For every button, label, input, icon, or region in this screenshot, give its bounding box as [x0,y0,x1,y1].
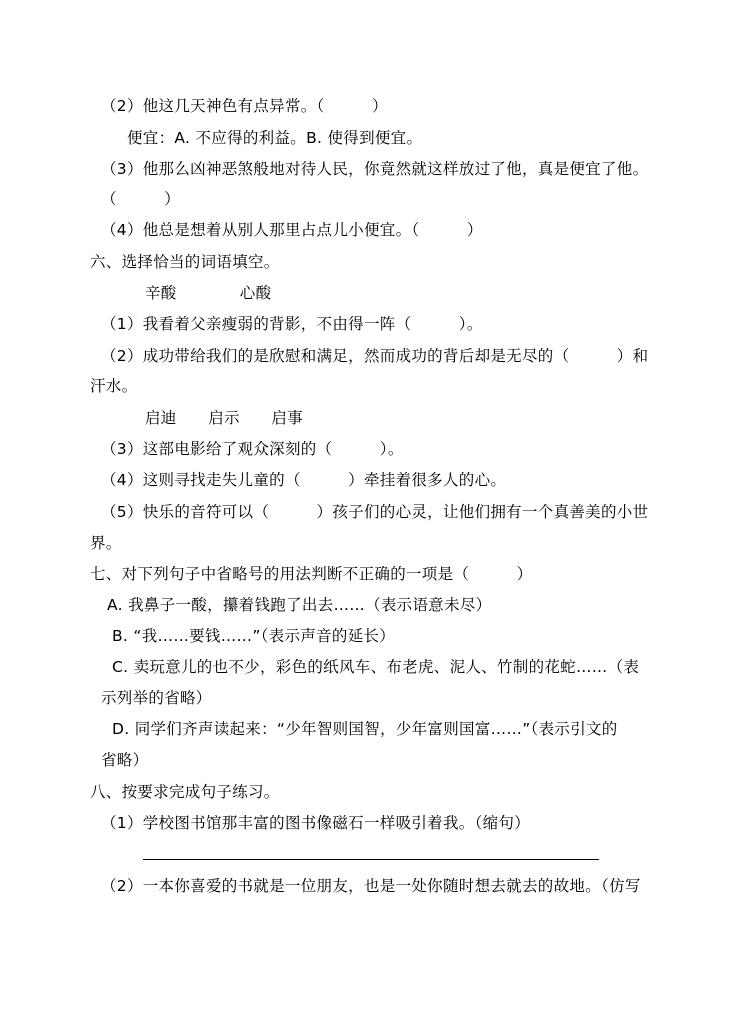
option-b: B. “我……要钱……”（表示声音的延长） [112,627,396,645]
section-8-heading: 八、按要求完成句子练习。 [90,783,280,801]
sentence-question-2: （2）一本你喜爱的书就是一位朋友，也是一处你随时想去就去的故地。（仿写 [101,877,641,895]
fill-question-5: （5）快乐的音符可以（ ）孩子们的心灵，让他们拥有一个真善美的小世 [101,503,649,521]
fill-question-2: （2）成功带给我们的是欣慰和满足，然而成功的背后却是无尽的（ ）和 [101,347,649,365]
pianyi-definitions-line: 便宜：A. 不应得的利益。B. 使得到便宜。 [127,129,423,147]
word-choices-2: 启迪 启示 启事 [145,409,304,427]
question-4-line: （4）他总是想着从别人那里占点儿小便宜。（ ） [101,221,483,239]
fill-question-3: （3）这部电影给了观众深刻的（ ）。 [101,440,404,458]
question-3-blank-line: （ ） [101,190,181,208]
option-d-cont: 省略） [101,751,149,769]
question-3-line: （3）他那么凶神恶煞般地对待人民，你竟然就这样放过了他，真是便宜了他。 [101,160,649,178]
fill-question-4: （4）这则寻找走失儿童的（ ）牵挂着很多人的心。 [101,471,507,489]
section-6-heading: 六、选择恰当的词语填空。 [90,253,280,271]
option-a: A. 我鼻子一酸，攥着钱跑了出去……（表示语意未尽） [107,596,492,614]
question-2-line: （2）他这几天神色有点异常。（ ） [101,97,388,115]
option-c-cont: 示列举的省略） [101,689,212,707]
fill-question-5-cont: 界。 [90,534,122,552]
option-c: C. 卖玩意儿的也不少，彩色的纸风车、布老虎、泥人、竹制的花蛇……（表 [112,658,640,676]
option-d: D. 同学们齐声读起来：“少年智则国智，少年富则国富……”（表示引文的 [112,720,618,738]
fill-question-1: （1）我看着父亲瘦弱的背影，不由得一阵（ ）。 [101,315,483,333]
answer-blank-line [143,859,599,860]
section-7-heading: 七、对下列句子中省略号的用法判断不正确的一项是（ ） [90,565,533,583]
fill-question-2-cont: 汗水。 [90,377,138,395]
sentence-question-1: （1）学校图书馆那丰富的图书像磁石一样吸引着我。（缩句） [101,814,531,832]
word-choices-1: 辛酸 心酸 [145,284,272,302]
